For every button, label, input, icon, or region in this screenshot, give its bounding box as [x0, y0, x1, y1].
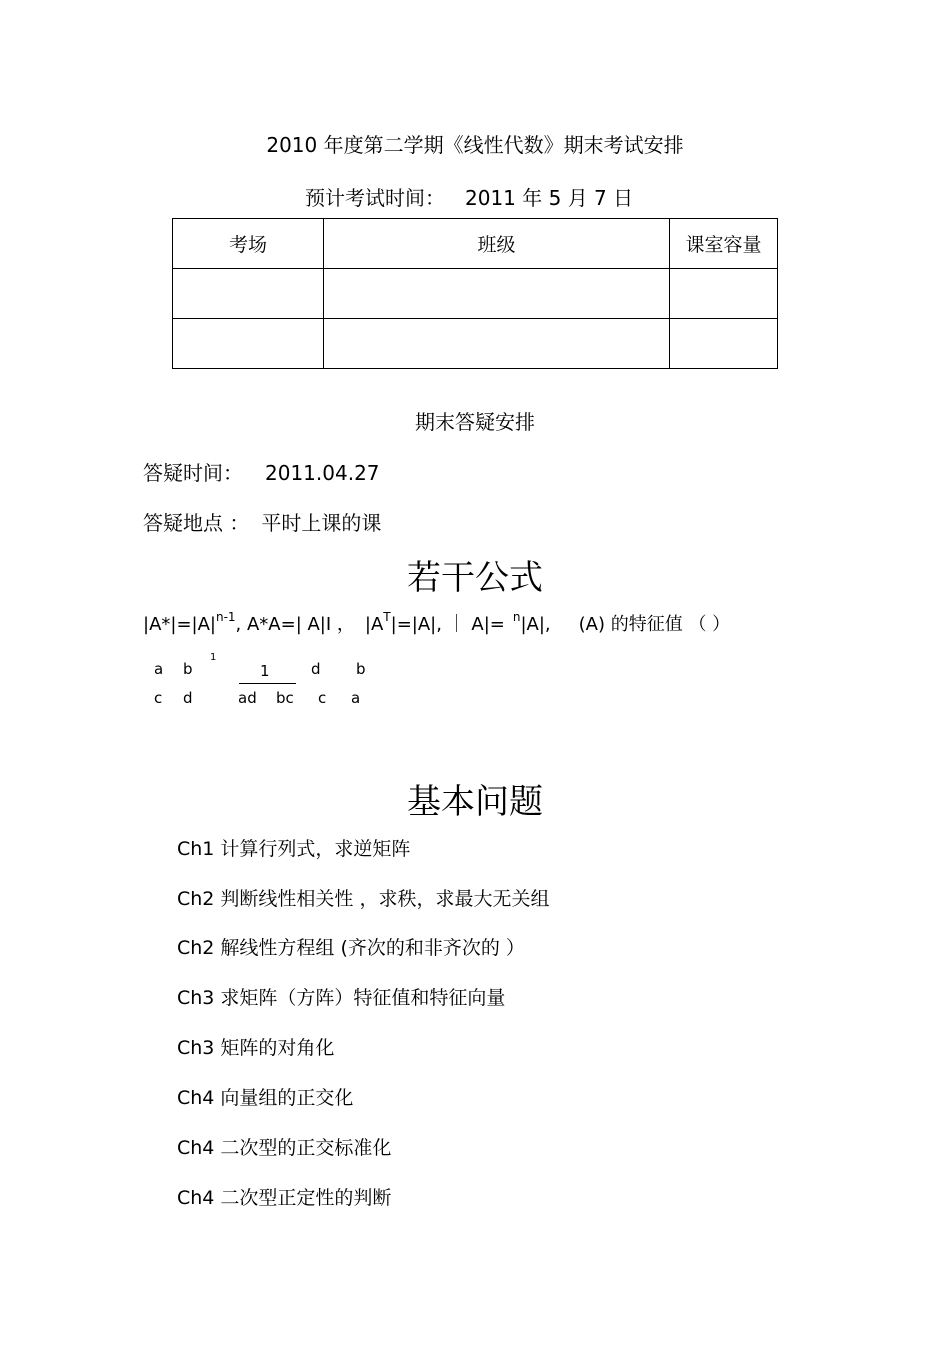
- exam-schedule-table: [172, 218, 778, 369]
- exam-time-label: 预计考试时间：: [305, 186, 445, 210]
- table-row: [173, 319, 778, 369]
- table-cell: [324, 269, 670, 319]
- table-cell: [670, 319, 778, 369]
- result-a: a: [351, 689, 361, 707]
- list-item: Ch4 向量组的正交化: [177, 1087, 354, 1109]
- header-exam-room: 考场: [173, 219, 324, 269]
- qa-time-label: 答疑时间：: [143, 461, 243, 485]
- formula-exp-t: T: [383, 610, 391, 624]
- formula-det-adj: |A*|=|A|: [143, 614, 216, 635]
- formula-adj-product: , A*A=| A|I ，: [235, 614, 355, 635]
- table-cell: [670, 269, 778, 319]
- formula-line: [143, 610, 730, 636]
- qa-place: [143, 507, 381, 536]
- list-item: Ch3 求矩阵（方阵）特征值和特征向量: [177, 987, 506, 1009]
- list-item: Ch4 二次型的正交标准化: [177, 1137, 392, 1159]
- list-item: Ch3 矩阵的对角化: [177, 1037, 335, 1059]
- result-d: d: [311, 660, 321, 678]
- table-row: [173, 269, 778, 319]
- qa-time-value: 2011.04.27: [265, 461, 380, 485]
- list-item: Ch4 二次型正定性的判断: [177, 1187, 392, 1209]
- result-c: c: [318, 689, 327, 707]
- matrix-d: d: [183, 689, 193, 707]
- formulas-heading: 若干公式: [407, 558, 543, 598]
- exam-time: [305, 182, 633, 211]
- formula-exp-n: n: [512, 610, 521, 624]
- list-item: Ch2 判断线性相关性 ，求秩，求最大无关组: [177, 888, 550, 910]
- fraction-den-bc: bc: [276, 689, 294, 707]
- fraction-den-ad: ad: [238, 689, 257, 707]
- table-cell: [173, 319, 324, 369]
- matrix-b: b: [183, 660, 193, 678]
- qa-place-value: 平时上课的课: [261, 511, 382, 535]
- qa-heading: 期末答疑安排: [415, 410, 535, 434]
- formula-eigen: (A) 的特征值 （ ）: [578, 614, 731, 635]
- header-class: 班级: [324, 219, 670, 269]
- problems-heading: 基本问题: [407, 782, 543, 822]
- result-b: b: [356, 660, 366, 678]
- qa-time: [143, 457, 380, 486]
- header-capacity: 课室容量: [670, 219, 778, 269]
- table-header-row: [173, 219, 778, 269]
- matrix-inverse-exp: 1: [210, 652, 217, 663]
- formula-det-end: |A|,: [520, 614, 551, 635]
- matrix-c: c: [154, 689, 163, 707]
- formula-exp-n-1: n-1: [215, 610, 236, 624]
- matrix-a: a: [154, 660, 164, 678]
- fraction-bar: [239, 683, 296, 684]
- page-title: 2010 年度第二学期《线性代数》期末考试安排: [266, 133, 684, 157]
- list-item: Ch1 计算行列式，求逆矩阵: [177, 838, 411, 860]
- fraction-numerator: 1: [260, 662, 270, 680]
- table-cell: [173, 269, 324, 319]
- table-cell: [324, 319, 670, 369]
- qa-place-label: 答疑地点 ：: [143, 511, 250, 535]
- formula-det-scalar: |=|A|, ｜ A|=: [390, 614, 505, 635]
- exam-time-value: 2011 年 5 月 7 日: [465, 186, 634, 210]
- list-item: Ch2 解线性方程组 (齐次的和非齐次的 ）: [177, 937, 525, 959]
- formula-det-transpose: |A: [364, 614, 384, 635]
